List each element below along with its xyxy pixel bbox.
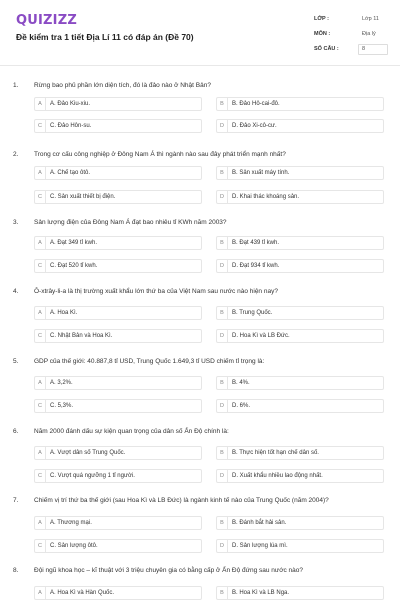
option-d[interactable] [216, 259, 384, 273]
option-letter: A [35, 98, 46, 110]
option-letter: A [35, 237, 46, 249]
question-8 [0, 567, 400, 600]
option-text: B. Đảo Hô-cai-đô. [232, 101, 280, 107]
option-letter: B [217, 517, 228, 529]
option-text: B. 4%. [232, 380, 250, 386]
question-text: Đội ngũ khoa học – kĩ thuật với 3 triệu chuyên gia có bằng cấp ở Ấn Độ đứng sau nước nào? [34, 567, 304, 574]
option-letter: D [217, 540, 228, 552]
option-letter: D [217, 400, 228, 412]
option-text: A. Hoa Kì. [50, 310, 78, 316]
question-number: 8. [13, 567, 19, 574]
option-text: D. Khai thác khoáng sản. [232, 194, 300, 200]
question-4 [0, 288, 400, 358]
option-a[interactable] [34, 236, 202, 250]
meta-class-value: Lớp 11 [362, 16, 379, 22]
question-text: Chiếm vị trí thứ ba thế giới (sau Hoa Kì và LB Đức) là ngành kinh tế nào của Trung Quốc (năm 2004)? [34, 497, 329, 504]
option-text: B. Trung Quốc. [232, 310, 273, 316]
question-7 [0, 497, 400, 567]
option-c[interactable] [34, 190, 202, 204]
option-letter: A [35, 447, 46, 459]
option-text: D. Đảo Xi-cô-cư. [232, 123, 277, 129]
option-text: D. 6%. [232, 403, 251, 409]
option-a[interactable] [34, 376, 202, 390]
option-b[interactable] [216, 516, 384, 530]
option-text: C. Sản lượng ôtô. [50, 543, 98, 549]
option-text: A. Vượt dân số Trung Quốc. [50, 450, 126, 456]
question-text: GDP của thế giới: 40.887,8 tỉ USD, Trung Quốc 1.649,3 tỉ USD chiếm tỉ trọng là: [34, 358, 265, 365]
option-b[interactable] [216, 446, 384, 460]
question-number: 2. [13, 151, 19, 158]
option-text: D. Xuất khẩu nhiều lao động nhất. [232, 473, 323, 479]
option-a[interactable] [34, 306, 202, 320]
option-letter: B [217, 447, 228, 459]
quiz-title: Đề kiểm tra 1 tiết Địa Lí 11 có đáp án (Đề 70) [16, 32, 194, 42]
option-text: A. Đảo Kiu-xiu. [50, 101, 91, 107]
option-letter: C [35, 470, 46, 482]
option-letter: C [35, 191, 46, 203]
option-letter: A [35, 377, 46, 389]
option-a[interactable] [34, 97, 202, 111]
option-d[interactable] [216, 539, 384, 553]
option-c[interactable] [34, 399, 202, 413]
option-letter: C [35, 330, 46, 342]
option-a[interactable] [34, 166, 202, 180]
option-text: D. Sản lượng lúa mì. [232, 543, 288, 549]
option-text: A. Chế tạo ôtô. [50, 170, 91, 176]
option-text: D. Hoa Kì và LB Đức. [232, 333, 290, 339]
option-letter: C [35, 120, 46, 132]
option-c[interactable] [34, 539, 202, 553]
option-b[interactable] [216, 376, 384, 390]
option-text: C. Nhật Bản và Hoa Kì. [50, 333, 113, 339]
option-letter: B [217, 307, 228, 319]
question-text: Sản lượng điện của Đông Nam Á đạt bao nhiêu tỉ KWh năm 2003? [34, 219, 227, 226]
question-6 [0, 428, 400, 498]
option-text: B. Sản xuất máy tính. [232, 170, 290, 176]
question-number: 4. [13, 288, 19, 295]
question-5 [0, 358, 400, 428]
option-text: C. Vượt quá ngưỡng 1 tỉ người. [50, 473, 135, 479]
question-text: Trong cơ cấu công nghiệp ở Đông Nam Á thì ngành nào sau đây phát triển mạnh nhất? [34, 151, 286, 158]
question-1 [0, 82, 400, 152]
option-text: A. Đạt 349 tỉ kwh. [50, 240, 98, 246]
option-letter: D [217, 191, 228, 203]
option-b[interactable] [216, 586, 384, 600]
option-letter: C [35, 400, 46, 412]
option-letter: A [35, 587, 46, 599]
option-letter: B [217, 587, 228, 599]
question-number: 6. [13, 428, 19, 435]
option-text: A. Thương mại. [50, 520, 92, 526]
option-text: B. Thực hiện tốt hạn chế dân số. [232, 450, 319, 456]
option-letter: A [35, 517, 46, 529]
meta-class-label: LỚP : [314, 16, 329, 22]
option-d[interactable] [216, 469, 384, 483]
question-text: Rừng bao phủ phần lớn diện tích, đó là đảo nào ở Nhật Bản? [34, 82, 211, 89]
option-letter: B [217, 167, 228, 179]
option-letter: D [217, 260, 228, 272]
option-text: B. Hoa Kì và LB Nga. [232, 590, 290, 596]
question-number: 7. [13, 497, 19, 504]
question-2 [0, 151, 400, 221]
option-c[interactable] [34, 469, 202, 483]
option-c[interactable] [34, 329, 202, 343]
option-b[interactable] [216, 97, 384, 111]
option-letter: A [35, 167, 46, 179]
option-b[interactable] [216, 306, 384, 320]
option-text: B. Đánh bắt hải sản. [232, 520, 287, 526]
option-a[interactable] [34, 586, 202, 600]
option-letter: B [217, 98, 228, 110]
option-text: C. 5,3%. [50, 403, 74, 409]
option-d[interactable] [216, 329, 384, 343]
question-text: Ô-xtrây-li-a là thị trường xuất khẩu lớn thứ ba của Việt Nam sau nước nào hiện nay? [34, 288, 278, 295]
option-letter: D [217, 470, 228, 482]
option-b[interactable] [216, 166, 384, 180]
meta-subject-value: Địa lý [362, 31, 376, 37]
option-letter: B [217, 237, 228, 249]
option-text: A. Hoa Kì và Hàn Quốc. [50, 590, 115, 596]
option-letter: D [217, 120, 228, 132]
option-text: C. Đảo Hôn-su. [50, 123, 92, 129]
option-letter: C [35, 260, 46, 272]
option-letter: A [35, 307, 46, 319]
option-text: A. 3,2%. [50, 380, 73, 386]
meta-subject-label: MÔN : [314, 31, 331, 37]
option-d[interactable] [216, 119, 384, 133]
option-c[interactable] [34, 119, 202, 133]
option-text: C. Sản xuất thiết bị điện. [50, 194, 116, 200]
option-letter: D [217, 330, 228, 342]
question-number: 5. [13, 358, 19, 365]
option-text: D. Đạt 934 tỉ kwh. [232, 263, 280, 269]
option-letter: C [35, 540, 46, 552]
meta-count-label: SỐ CÂU : [314, 46, 339, 52]
option-text: C. Đạt 520 tỉ kwh. [50, 263, 98, 269]
option-letter: B [217, 377, 228, 389]
option-a[interactable] [34, 446, 202, 460]
option-text: B. Đạt 439 tỉ kwh. [232, 240, 280, 246]
option-d[interactable] [216, 190, 384, 204]
question-3 [0, 219, 400, 289]
option-d[interactable] [216, 399, 384, 413]
question-number: 1. [13, 82, 19, 89]
meta-count-value: 8 [362, 46, 366, 52]
quizizz-logo: QUIZIZZ [16, 13, 77, 28]
option-c[interactable] [34, 259, 202, 273]
option-a[interactable] [34, 516, 202, 530]
option-b[interactable] [216, 236, 384, 250]
question-text: Năm 2000 đánh dấu sự kiện quan trọng của dân số Ấn Độ chính là: [34, 428, 229, 435]
question-number: 3. [13, 219, 19, 226]
